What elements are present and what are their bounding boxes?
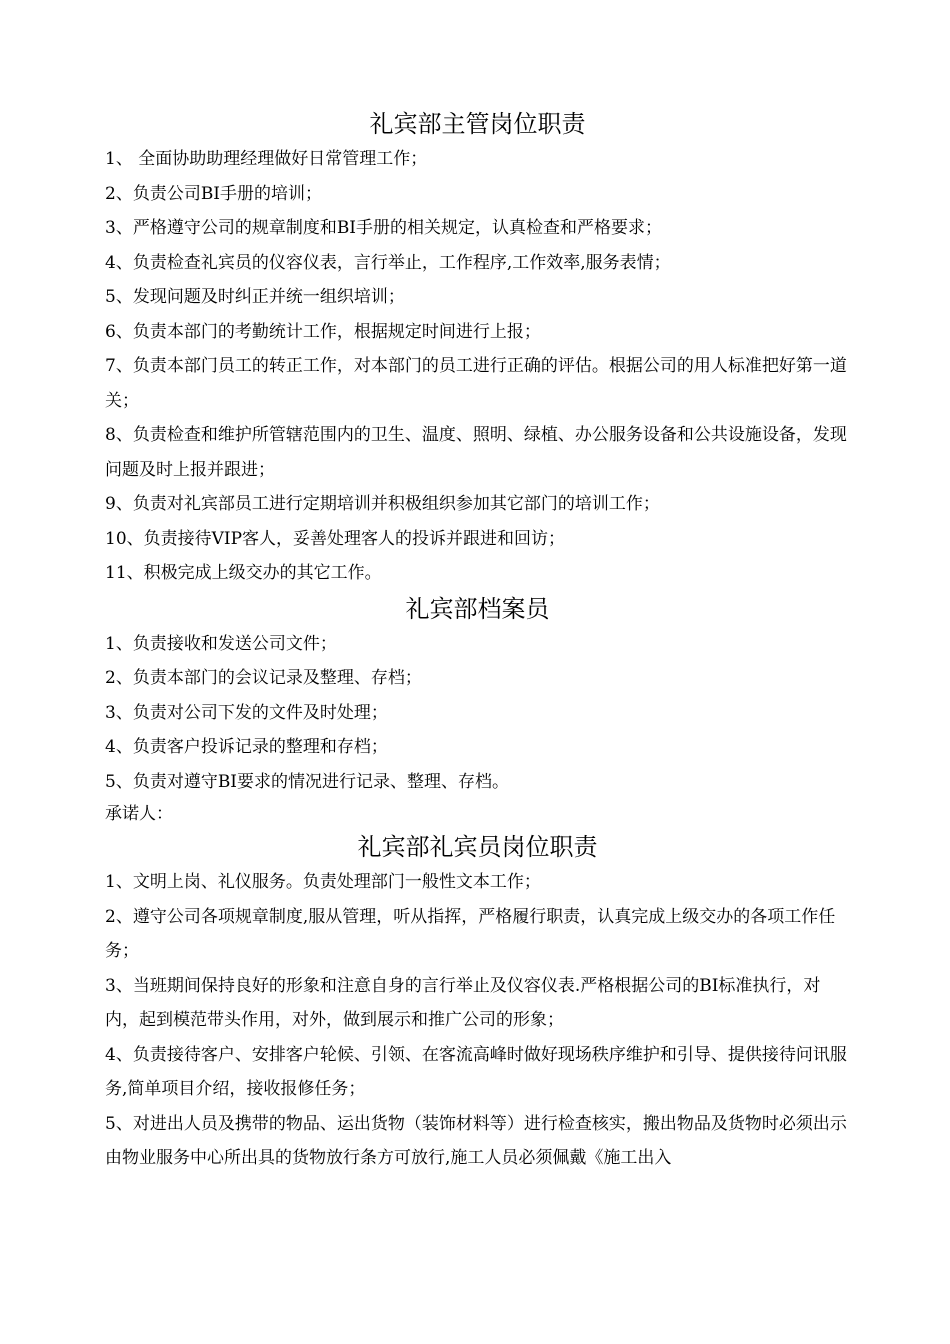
list-item: 5、对进出人员及携带的物品、运出货物（装饰材料等）进行检查核实，搬出物品及货物时必须出示由物业服务中心所出具的货物放行条方可放行,施工人员必须佩戴《施工出入 — [105, 1113, 847, 1168]
list-item: 3、当班期间保持良好的形象和注意自身的言行举止及仪容仪表.严格根据公司的BI标准执行，对内，起到模范带头作用，对外，做到展示和推广公司的形象； — [105, 975, 821, 1030]
list-item: 3、严格遵守公司的规章制度和BI手册的相关规定，认真检查和严格要求； — [105, 218, 663, 238]
list-item: 4、负责接待客户、安排客户轮候、引领、在客流高峰时做好现场秩序维护和引导、提供接待问讯服务,简单项目介绍，接收报修任务； — [105, 1044, 847, 1099]
list-item: 2、负责本部门的会议记录及整理、存档； — [105, 668, 422, 688]
list-item: 2、遵守公司各项规章制度,服从管理，听从指挥，严格履行职责，认真完成上级交办的各项工作任务； — [105, 906, 836, 961]
section-concierge-duties — [105, 829, 850, 1176]
document-page — [105, 106, 850, 1176]
list-item: 4、负责检查礼宾员的仪容仪表，言行举止，工作程序,工作效率,服务表情； — [105, 252, 671, 273]
list-item: 3、负责对公司下发的文件及时处理； — [105, 702, 388, 723]
list-item: 1、 全面协助助理经理做好日常管理工作； — [105, 149, 428, 169]
list-item: 10、负责接待VIP客人，妥善处理客人的投诉并跟进和回访； — [105, 528, 566, 549]
list-item: 7、负责本部门员工的转正工作，对本部门的员工进行正确的评估。根据公司的用人标准把好第一道关； — [105, 356, 847, 411]
list-item: 1、文明上岗、礼仪服务。负责处理部门一般性文本工作； — [105, 872, 541, 892]
section-title: 礼宾部档案员 — [405, 594, 550, 623]
list-item: 5、发现问题及时纠正并统一组织培训； — [105, 287, 405, 307]
list-item: 1、负责接收和发送公司文件； — [105, 633, 337, 654]
section-archivist-duties — [105, 591, 850, 830]
list-item: 5、负责对遵守BI要求的情况进行记录、整理、存档。 — [105, 771, 510, 792]
section-supervisor-duties — [105, 106, 850, 591]
section-title: 礼宾部主管岗位职责 — [369, 110, 586, 138]
list-item: 8、负责检查和维护所管辖范围内的卫生、温度、照明、绿植、办公服务设备和公共设施设备，发现问题及时上报并跟进； — [105, 425, 847, 480]
list-item: 11、积极完成上级交办的其它工作。 — [105, 563, 382, 583]
list-item: 4、负责客户投诉记录的整理和存档； — [105, 737, 388, 757]
list-item: 9、负责对礼宾部员工进行定期培训并积极组织参加其它部门的培训工作； — [105, 494, 660, 514]
list-item: 2、负责公司BI手册的培训； — [105, 183, 323, 204]
signature-label: 承诺人： — [105, 804, 173, 824]
section-title: 礼宾部礼宾员岗位职责 — [357, 833, 598, 861]
list-item: 6、负责本部门的考勤统计工作，根据规定时间进行上报； — [105, 321, 541, 342]
